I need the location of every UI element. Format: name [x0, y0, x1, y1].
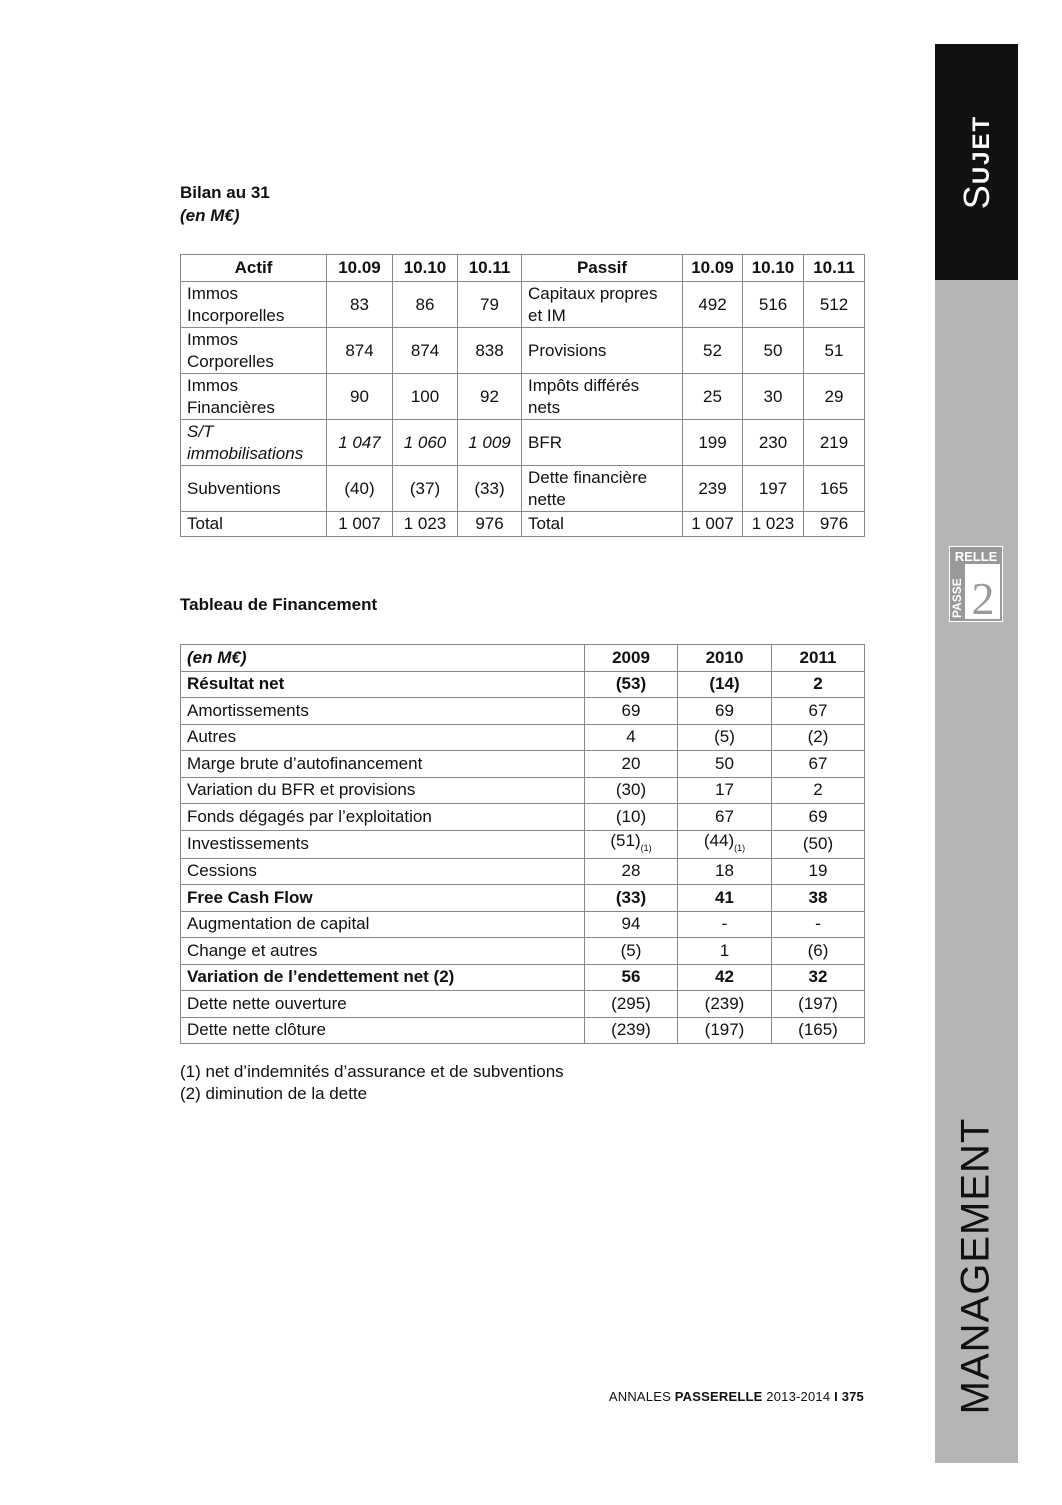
financement-cell: Investissements	[181, 830, 585, 858]
bilan-cell: 1 060	[393, 420, 458, 466]
bilan-cell: 874	[327, 328, 393, 374]
financement-cell: 18	[678, 858, 772, 885]
table-row	[181, 777, 865, 804]
footnote: (2) diminution de la dette	[180, 1084, 368, 1103]
bilan-cell: Immos Financières	[181, 374, 327, 420]
bilan-cell: 1 009	[458, 420, 522, 466]
bilan-cell: BFR	[522, 420, 683, 466]
financement-cell: 32	[772, 964, 865, 991]
financement-header: (en M€)	[181, 645, 585, 672]
financement-cell: 1	[678, 938, 772, 965]
financement-cell: (239)	[678, 991, 772, 1018]
bilan-cell: 165	[804, 466, 865, 512]
bilan-cell: 86	[393, 282, 458, 328]
bilan-cell: 83	[327, 282, 393, 328]
bilan-header: 10.11	[458, 255, 522, 282]
bilan-cell: 197	[743, 466, 804, 512]
financement-cell: 50	[678, 751, 772, 778]
bilan-title: Bilan au 31	[180, 183, 270, 202]
financement-cell: 67	[772, 751, 865, 778]
financement-cell: Variation du BFR et provisions	[181, 777, 585, 804]
logo-top-text: RELLE	[954, 549, 998, 564]
table-row	[181, 991, 865, 1018]
bilan-cell: 51	[804, 328, 865, 374]
bilan-cell: 199	[683, 420, 743, 466]
table-row	[181, 804, 865, 831]
footnote: (1) net d’indemnités d’assurance et de subventions	[180, 1062, 564, 1081]
financement-title: Tableau de Financement	[180, 595, 378, 614]
bilan-cell: 1 047	[327, 420, 393, 466]
bilan-cell: 1 007	[327, 512, 393, 537]
financement-cell: 17	[678, 777, 772, 804]
bilan-cell: 79	[458, 282, 522, 328]
table-row	[181, 1017, 865, 1044]
bilan-cell: 90	[327, 374, 393, 420]
bilan-cell: Capitaux propres et IM	[522, 282, 683, 328]
table-row	[181, 374, 865, 420]
bilan-cell: (40)	[327, 466, 393, 512]
page-number: I 375	[834, 1389, 864, 1404]
bilan-cell: 492	[683, 282, 743, 328]
bilan-cell: S/T immobilisations	[181, 420, 327, 466]
financement-cell: Free Cash Flow	[181, 885, 585, 912]
financement-cell: (165)	[772, 1017, 865, 1044]
financement-cell: Marge brute d’autofinancement	[181, 751, 585, 778]
financement-cell: 56	[585, 964, 678, 991]
table-row	[181, 466, 865, 512]
table-row	[181, 724, 865, 751]
financement-cell: (6)	[772, 938, 865, 965]
financement-cell: Autres	[181, 724, 585, 751]
footnotes	[180, 1061, 564, 1105]
financement-cell: 42	[678, 964, 772, 991]
table-row	[181, 328, 865, 374]
financement-cell: (5)	[678, 724, 772, 751]
financement-header: 2011	[772, 645, 865, 672]
financement-cell: (197)	[678, 1017, 772, 1044]
bilan-cell: 976	[804, 512, 865, 537]
bilan-header: Actif	[181, 255, 327, 282]
bilan-cell: 976	[458, 512, 522, 537]
financement-cell: 2	[772, 671, 865, 698]
financement-cell: (10)	[585, 804, 678, 831]
bilan-cell: Impôts différés nets	[522, 374, 683, 420]
financement-cell: 94	[585, 911, 678, 938]
financement-cell: 69	[772, 804, 865, 831]
footer-years: 2013-2014	[762, 1389, 835, 1404]
bilan-cell: 29	[804, 374, 865, 420]
table-row	[181, 885, 865, 912]
logo-number: 2	[971, 573, 995, 622]
bilan-cell: 219	[804, 420, 865, 466]
footnote-marker: (1)	[734, 842, 746, 853]
financement-cell: (197)	[772, 991, 865, 1018]
table-row	[181, 858, 865, 885]
financement-cell: 69	[678, 698, 772, 725]
bilan-cell: (37)	[393, 466, 458, 512]
financement-cell: 38	[772, 885, 865, 912]
financement-cell: (239)	[585, 1017, 678, 1044]
bilan-cell: (33)	[458, 466, 522, 512]
financement-cell: $(44)_{(1)}$	[678, 830, 772, 858]
financement-cell: Augmentation de capital	[181, 911, 585, 938]
financement-cell: -	[772, 911, 865, 938]
table-row	[181, 911, 865, 938]
bilan-cell: Dette financière nette	[522, 466, 683, 512]
financement-header: 2009	[585, 645, 678, 672]
financement-cell: (33)	[585, 885, 678, 912]
financement-table	[180, 644, 865, 1044]
table-row	[181, 671, 865, 698]
financement-cell: 2	[772, 777, 865, 804]
table-row	[181, 698, 865, 725]
financement-cell: Change et autres	[181, 938, 585, 965]
bilan-cell: 1 023	[743, 512, 804, 537]
passerelle-2-logo	[949, 546, 1003, 622]
financement-cell: 67	[678, 804, 772, 831]
bilan-cell: 50	[743, 328, 804, 374]
financement-cell: (295)	[585, 991, 678, 1018]
bilan-cell: Total	[181, 512, 327, 537]
financement-cell: (2)	[772, 724, 865, 751]
bilan-cell: 30	[743, 374, 804, 420]
financement-cell: 28	[585, 858, 678, 885]
table-row	[181, 420, 865, 466]
financement-cell: -	[678, 911, 772, 938]
financement-cell: (5)	[585, 938, 678, 965]
financement-cell: 41	[678, 885, 772, 912]
financement-cell: Résultat net	[181, 671, 585, 698]
bilan-unit: (en M€)	[180, 206, 240, 225]
table-row	[181, 282, 865, 328]
financement-cell: Cessions	[181, 858, 585, 885]
bilan-cell: Subventions	[181, 466, 327, 512]
table-row	[181, 830, 865, 858]
bilan-header: 10.09	[327, 255, 393, 282]
bilan-header: 10.11	[804, 255, 865, 282]
table-row	[181, 964, 865, 991]
bilan-header: 10.09	[683, 255, 743, 282]
financement-cell: 4	[585, 724, 678, 751]
bilan-cell: 516	[743, 282, 804, 328]
financement-cell: (14)	[678, 671, 772, 698]
bilan-cell: 1 023	[393, 512, 458, 537]
financement-cell: $(51)_{(1)}$	[585, 830, 678, 858]
financement-cell: 19	[772, 858, 865, 885]
financement-cell: Dette nette clôture	[181, 1017, 585, 1044]
sujet-label: SUJET	[956, 114, 997, 210]
bilan-cell: 25	[683, 374, 743, 420]
bilan-header: Passif	[522, 255, 683, 282]
logo-side-text: PASSE	[950, 578, 964, 618]
bilan-cell: 239	[683, 466, 743, 512]
bilan-cell: Total	[522, 512, 683, 537]
footer-prefix: ANNALES	[608, 1389, 675, 1404]
bilan-header: 10.10	[743, 255, 804, 282]
financement-cell: 67	[772, 698, 865, 725]
financement-cell: Fonds dégagés par l’exploitation	[181, 804, 585, 831]
bilan-cell: 92	[458, 374, 522, 420]
footer-brand: PASSERELLE	[674, 1389, 763, 1404]
table-row	[181, 938, 865, 965]
bilan-cell: 1 007	[683, 512, 743, 537]
financement-cell: 69	[585, 698, 678, 725]
bilan-cell: 512	[804, 282, 865, 328]
financement-cell: 20	[585, 751, 678, 778]
bilan-cell: 874	[393, 328, 458, 374]
bilan-cell: Immos Incorporelles	[181, 282, 327, 328]
section-label: MANAGEMENT	[953, 1117, 998, 1415]
table-row-total	[181, 512, 865, 537]
bilan-cell: 100	[393, 374, 458, 420]
financement-cell: (50)	[772, 830, 865, 858]
bilan-cell: 230	[743, 420, 804, 466]
footnote-marker: (1)	[640, 842, 652, 853]
financement-header-row	[181, 645, 865, 672]
financement-cell: (53)	[585, 671, 678, 698]
bilan-cell: Immos Corporelles	[181, 328, 327, 374]
bilan-cell: 838	[458, 328, 522, 374]
bilan-cell: 52	[683, 328, 743, 374]
financement-cell: Variation de l’endettement net (2)	[181, 964, 585, 991]
financement-cell: (30)	[585, 777, 678, 804]
bilan-table	[180, 254, 865, 537]
table-row	[181, 751, 865, 778]
page-footer	[609, 1389, 864, 1404]
bilan-header: 10.10	[393, 255, 458, 282]
financement-cell: Amortissements	[181, 698, 585, 725]
bilan-header-row	[181, 255, 865, 282]
financement-cell: Dette nette ouverture	[181, 991, 585, 1018]
financement-header: 2010	[678, 645, 772, 672]
bilan-cell: Provisions	[522, 328, 683, 374]
